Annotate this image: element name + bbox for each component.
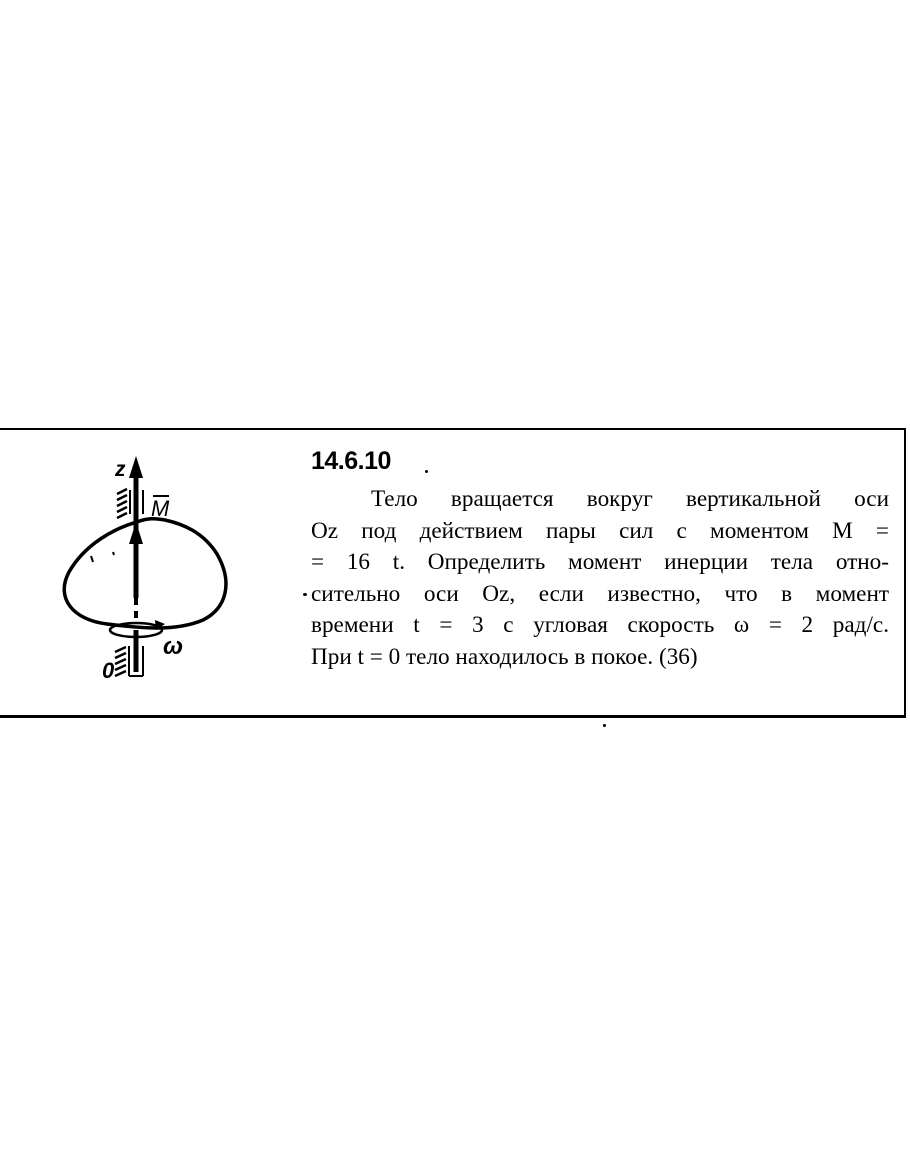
body-outline	[64, 519, 226, 628]
statement-line: При t = 0 тело находилось в покое. (36)	[311, 643, 698, 670]
problem-number: 14.6.10	[311, 447, 391, 475]
lower-bearing-icon	[115, 646, 143, 676]
statement-line: сительно оси Oz, если известно, что в момент	[311, 580, 889, 607]
print-speck	[425, 470, 428, 473]
z-axis-arrowhead	[129, 456, 143, 478]
print-speck	[303, 593, 307, 596]
origin-label: 0	[102, 658, 115, 683]
statement-line: Тело вращается вокруг вертикальной оси	[371, 486, 889, 512]
statement-line: Oz под действием пары сил с моментом M =	[311, 517, 889, 544]
upper-bearing-icon	[117, 489, 143, 518]
axis-label: z	[115, 458, 126, 481]
omega-label: ω	[163, 633, 184, 660]
moment-label: M	[151, 496, 170, 521]
statement-line: = 16 t. Определить момент инерции тела отно-	[311, 549, 889, 575]
statement-line: времени t = 3 с угловая скорость ω = 2 рад/с.	[311, 612, 889, 638]
print-speck	[603, 724, 606, 727]
rotating-body-figure	[55, 448, 245, 688]
problem-statement	[311, 484, 889, 673]
